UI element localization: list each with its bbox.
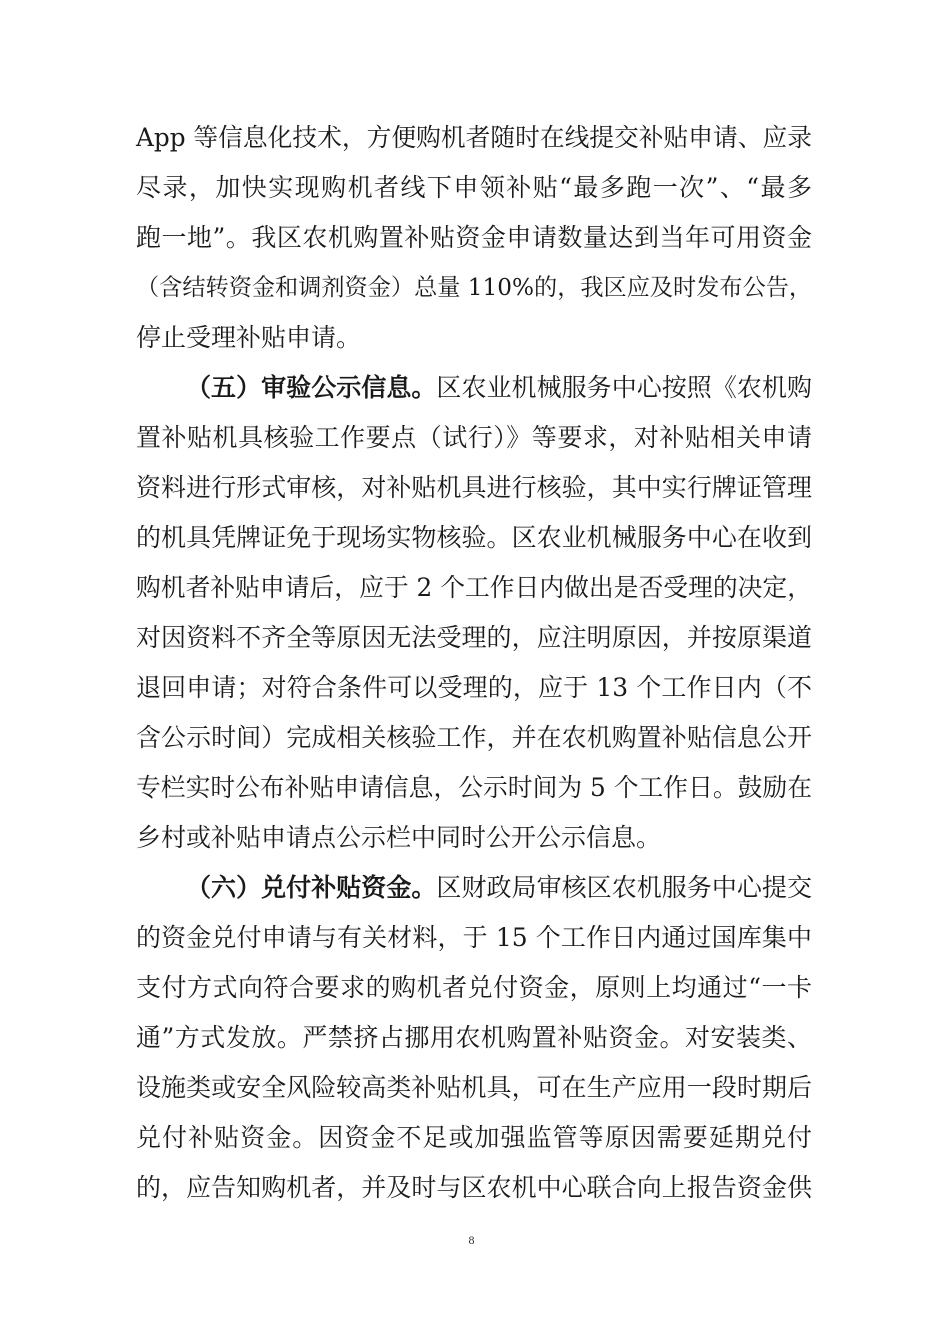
- text-line: 设施类或安全风险较高类补贴机具，可在生产应用一段时期后: [136, 1073, 812, 1102]
- section-5-heading: （五）审验公示信息。: [186, 373, 437, 402]
- section-6-text: 区财政局审核区农机服务中心提交: [436, 873, 812, 902]
- section-5-first-line: [186, 363, 812, 413]
- text-line: 乡村或补贴申请点公示栏中同时公开公示信息。: [136, 823, 662, 852]
- section-6-first-line: [186, 863, 812, 913]
- text-line: 通”方式发放。严禁挤占挪用农机购置补贴资金。对安装类、: [136, 1023, 812, 1052]
- text-line: 对因资料不齐全等原因无法受理的，应注明原因，并按原渠道: [136, 623, 812, 652]
- section-6-heading: （六）兑付补贴资金。: [186, 873, 437, 902]
- text-line: 置补贴机具核验工作要点（试行）》等要求，对补贴相关申请: [136, 423, 812, 452]
- text-line: 兑付补贴资金。因资金不足或加强监管等原因需要延期兑付: [136, 1123, 812, 1152]
- text-line: 的，应告知购机者，并及时与区农机中心联合向上报告资金供: [136, 1173, 812, 1202]
- text-line: 购机者补贴申请后，应于 2 个工作日内做出是否受理的决定，: [136, 573, 812, 602]
- text-line: 的资金兑付申请与有关材料，于 15 个工作日内通过国库集中: [136, 923, 812, 952]
- text-line: 退回申请；对符合条件可以受理的，应于 13 个工作日内（不: [136, 673, 812, 702]
- text-line: 尽录，加快实现购机者线下申领补贴“最多跑一次”、“最多: [136, 173, 812, 202]
- text-line: 含公示时间）完成相关核验工作，并在农机购置补贴信息公开: [136, 723, 812, 752]
- text-line: 停止受理补贴申请。: [136, 323, 362, 352]
- text-line: 支付方式向符合要求的购机者兑付资金，原则上均通过“一卡: [136, 973, 812, 1002]
- page-number: 8: [468, 1233, 475, 1247]
- text-line: 专栏实时公布补贴申请信息，公示时间为 5 个工作日。鼓励在: [136, 773, 812, 802]
- text-line: 资料进行形式审核，对补贴机具进行核验，其中实行牌证管理: [136, 473, 812, 502]
- text-line: App 等信息化技术，方便购机者随时在线提交补贴申请、应录: [136, 123, 812, 152]
- section-5-text: 区农业机械服务中心按照《农机购: [436, 373, 812, 402]
- text-line: 的机具凭牌证免于现场实物核验。区农业机械服务中心在收到: [136, 523, 812, 552]
- text-line: 跑一地”。我区农机购置补贴资金申请数量达到当年可用资金: [136, 223, 812, 252]
- text-line: （含结转资金和调剂资金）总量 110%的，我区应及时发布公告，: [136, 274, 813, 301]
